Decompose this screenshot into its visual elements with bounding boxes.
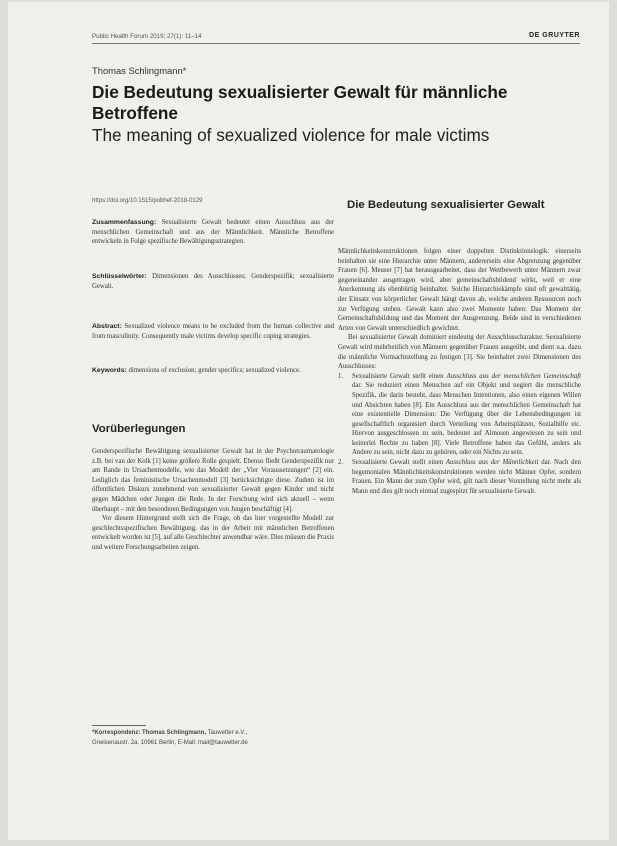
list-item-text: Sexualisierte Gewalt stellt einen	[352, 459, 446, 467]
keywords-german-text: Dimensionen des Ausschlusses; Genderspezifik; sexualisierte Gewalt.	[92, 273, 334, 290]
running-header	[92, 31, 580, 44]
list-item-number: 2.	[338, 459, 344, 467]
list-item-text: dar. Nach den hegemonialen Männlichkeitskonstruktionen werden nicht Männer Opfer, sondern Frauen. Ein Mann der zum Opfer wird, gilt nach dieser Vorstellung nicht mehr als Mann und dies gilt noch einmal zugespitzt für sexualisierte Gewalt.	[352, 459, 581, 495]
list-item-emphasis: Ausschluss aus der menschlichen Gemeinschaft	[446, 372, 581, 380]
abstract-german-text: Sexualisierte Gewalt bedeutet einen Ausschluss aus der menschlichen Gemeinschaft und aus der Männlichkeit. Männliche Betroffene entwickeln in Folge spezifische Bewältigungsstrategien.	[92, 219, 335, 246]
list-item-number: 1.	[338, 372, 344, 380]
keywords-english-label: Keywords:	[92, 367, 127, 374]
list-item	[338, 372, 581, 458]
title-english: The meaning of sexualized violence for male victims	[92, 125, 490, 145]
section-heading-voruberlegungen: Vorüberlegungen	[92, 423, 186, 435]
exclusion-dimensions-list	[338, 372, 581, 497]
abstract-english-text: Sexualized violence means to be excluded from the human collective and from masculinity. Consequently male victims develop specific coping strategies.	[92, 323, 334, 340]
paragraph: Männlichkeitskonstruktionen folgen einer doppelten Distinktionslogik: einerseits beinhalten sie eine Hierarchie unter Männern, andererseits eine Abgrenzung gegenüber Frauen [6]. Meuser [7] hat herausgearbeitet, dass der Wettbewerb unter Männern zwar gegeneinander ausgetragen wird, aber gemeinschaftsbildend wirkt, weil er eine Anerkennung als ebenbürtig beinhaltet. Solche Hierarchiekämpfe sind oft gewalttätig, der Einsatz von körperlicher Gewalt hängt davon ab, welche anderen Ressourcen noch zur Verfügung stehen. Gewalt kann also zwei Momente haben: Das Moment der Gemeinschaftsbildung und das Moment der Ausgrenzung. Beide sind in verschiedenen Arten von Gewalt unterschiedlich gewichtet.	[338, 248, 581, 332]
section-body-bedeutung	[338, 247, 581, 496]
journal-page	[8, 2, 609, 840]
paragraph: Bei sexualisierter Gewalt dominiert eindeutig der Ausschlusscharakter. Sexualisierte Gewalt wird mehrheitlich von Männern gegenüber Frauen ausgeübt, und dient u.a. dazu die männliche Vormachtstellung zu festigen [3]. Sie beinhaltet zwei Dimensionen des Ausschlusses:	[338, 334, 581, 371]
footnote-address[interactable]: Gneisenaustr. 2a, 10961 Berlin, E-Mail: mail@tauwetter.de	[92, 739, 248, 746]
list-item	[338, 458, 581, 496]
abstract-english	[92, 322, 334, 341]
footnote-org: Tauwetter e.V.,	[206, 730, 248, 736]
publisher-logo: DE GRUYTER	[529, 32, 580, 39]
list-item-emphasis: Ausschluss aus der Männlichkeit	[445, 459, 539, 467]
keywords-english	[92, 366, 334, 376]
keywords-german-label: Schlüsselwörter:	[92, 273, 147, 280]
footnote-label: *Korrespondenz: Thomas Schlingmann,	[92, 730, 207, 736]
keywords-german	[92, 272, 334, 291]
title-german: Die Bedeutung sexualisierter Gewalt für männliche Betroffene	[92, 82, 508, 123]
journal-citation: Public Health Forum 2019; 27(1): 11–14	[92, 33, 202, 40]
author-name: Thomas Schlingmann*	[92, 65, 187, 76]
abstract-german-label: Zusammenfassung:	[92, 219, 157, 226]
abstract-english-label: Abstract:	[92, 323, 122, 330]
section-heading-bedeutung: Die Bedeutung sexualisierter Gewalt	[347, 199, 545, 211]
paragraph: Vor diesem Hintergrund stellt sich die Frage, ob das hier vorgestellte Modell zur geschlechtsspezifischen Bewältigung, das in der Arbeit mit männlichen Betroffenen entwickelt worden ist [5], auf alle Geschlechter anwendbar wäre. Dies müssen die Praxis und weitere Forschungsarbeiten zeigen.	[92, 515, 334, 551]
footnote-divider	[92, 725, 146, 726]
doi-link[interactable]: https://doi.org/10.1515/pubhef-2018-0129	[92, 198, 203, 204]
list-item-text: Sexualisierte Gewalt stellt einen	[352, 372, 447, 380]
list-item-text: dar. Sie reduziert einen Menschen auf ein Objekt und negiert die menschliche Spezifik, die darin besteht, dass Menschen Intentionen, also einen eigenen Willen und Absichten haben [8]. Ein Ausschluss aus der menschlichen Gemeinschaft hat eine existentielle Dimension: Die Verfügung über die Lebensbedingungen ist gesellschaftlich organisiert durch Verteilung von Arbeitsplätzen, Sozialhilfe etc. Hiervon ausgeschlossen zu sein, bedeutet auf Almosen angewiesen zu sein und keinerlei Rechte zu haben [8]. Viele Betroffene haben das Gefühl, anders als Andere zu sein, nicht dazu zu gehören, oder ein Nichts zu sein.	[352, 382, 581, 457]
paragraph: Genderspezifische Bewältigung sexualisierter Gewalt hat in der Psychotraumatologie z.B. bei van der Kolk [1] keine größere Rolle gespielt. Ebenso fließt Genderspezifik nur am Rande in Ursachenmodelle, wie das Modell der „Vier Voraussetzungen“ [2] ein. Lediglich das feministische Ursachenmodell [3] berücksichtigte diese. Zudem ist im öffentlichen Diskurs zunehmend von sexualisierter Gewalt gegen Kinder und nicht gegen Mädchen oder Jungen die Rede. In der Forschung wird sich aktuell – wenn überhaupt – mit den besonderen Bedingungen von Jungen beschäftigt [4].	[92, 448, 334, 513]
keywords-english-text: dimensions of exclusion; gender specifics; sexualized violence.	[128, 367, 301, 374]
section-body-voruberlegungen	[92, 447, 334, 553]
correspondence-footnote	[92, 729, 334, 748]
abstract-german	[92, 218, 334, 247]
